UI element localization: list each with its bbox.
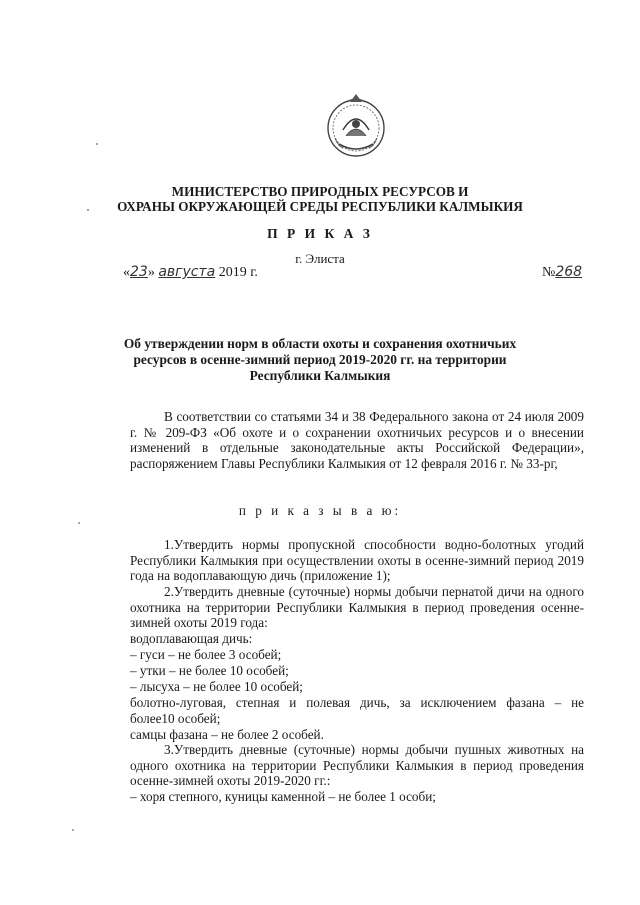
- item2-upland-game-a: болотно-луговая, степная и полевая дичь, за исключением фазана – не: [130, 695, 584, 710]
- date-month: августа: [158, 264, 216, 280]
- order-subject: [0, 336, 640, 384]
- date-close-quote: »: [147, 265, 155, 280]
- date-open-quote: «: [123, 265, 130, 280]
- order-item-1: 1.Утвердить нормы пропускной способности водно-болотных угодий Республики Калмыкия при осуществлении охоты в осенне-зимний период 2019 года на водоплавающую дичь (приложение 1);: [130, 537, 584, 584]
- item3-polecat-marten: – хоря степного, куницы каменной – не более 1 особи;: [130, 789, 436, 804]
- subject-line3: Республики Калмыкия: [249, 368, 391, 383]
- preamble-paragraph: В соответствии со статьями 34 и 38 Федерального закона от 24 июля 2009 г. № 209-ФЗ «Об охоте и о сохранении охотничьих ресурсов и о внесении изменений в отдельные законодательные акты Российской Федерации», распоряжением Главы Республики Калмыкия от 12 февраля 2016 г. № 33-рг,: [130, 409, 584, 471]
- order-number: [542, 264, 582, 281]
- item2-ducks: – утки – не более 10 особей;: [130, 663, 289, 678]
- item2-waterfowl: водоплавающая дичь:: [130, 631, 253, 646]
- item2-upland-game-b: более10 особей;: [130, 711, 221, 726]
- scan-speck: [78, 522, 80, 524]
- order-item-2: 2.Утвердить дневные (суточные) нормы добычи пернатой дичи на одного охотника на территории Республики Калмыкия в период проведения осенне-зимней охоты 2019 года:: [130, 584, 584, 631]
- order-number-value: 268: [555, 264, 583, 280]
- ministry-name-line2: ОХРАНЫ ОКРУЖАЮЩЕЙ СРЕДЫ РЕСПУБЛИКИ КАЛМЫКИЯ: [117, 199, 523, 214]
- date-year: 2019 г.: [218, 265, 258, 280]
- item2-geese: – гуси – не более 3 особей;: [130, 647, 282, 662]
- order-number-prefix: №: [542, 265, 556, 280]
- scan-speck: [96, 143, 98, 145]
- subject-line1: Об утверждении норм в области охоты и сохранения охотничьих: [123, 336, 517, 351]
- document-type-title: П Р И К А З: [267, 226, 373, 241]
- city: г. Элиста: [295, 251, 345, 266]
- order-date: [123, 264, 258, 281]
- subject-line2: ресурсов в осенне-зимний период 2019-2020 гг. на территории: [133, 352, 507, 367]
- ministry-name-line1: МИНИСТЕРСТВО ПРИРОДНЫХ РЕСУРСОВ И: [171, 184, 469, 199]
- scan-speck: [87, 209, 89, 211]
- orders-heading: п р и к а з ы в а ю:: [238, 503, 402, 518]
- item2-pheasant: самцы фазана – не более 2 особей.: [130, 727, 324, 742]
- item2-coot: – лысуха – не более 10 особей;: [130, 679, 303, 694]
- scan-speck: [72, 829, 74, 831]
- emblem-icon: [325, 88, 387, 160]
- date-day: 23: [130, 264, 148, 280]
- order-item-3: 3.Утвердить дневные (суточные) нормы добычи пушных животных на одного охотника на территории Республики Калмыкия в период проведения осенне-зимней охоты 2019-2020 гг.:: [130, 742, 584, 789]
